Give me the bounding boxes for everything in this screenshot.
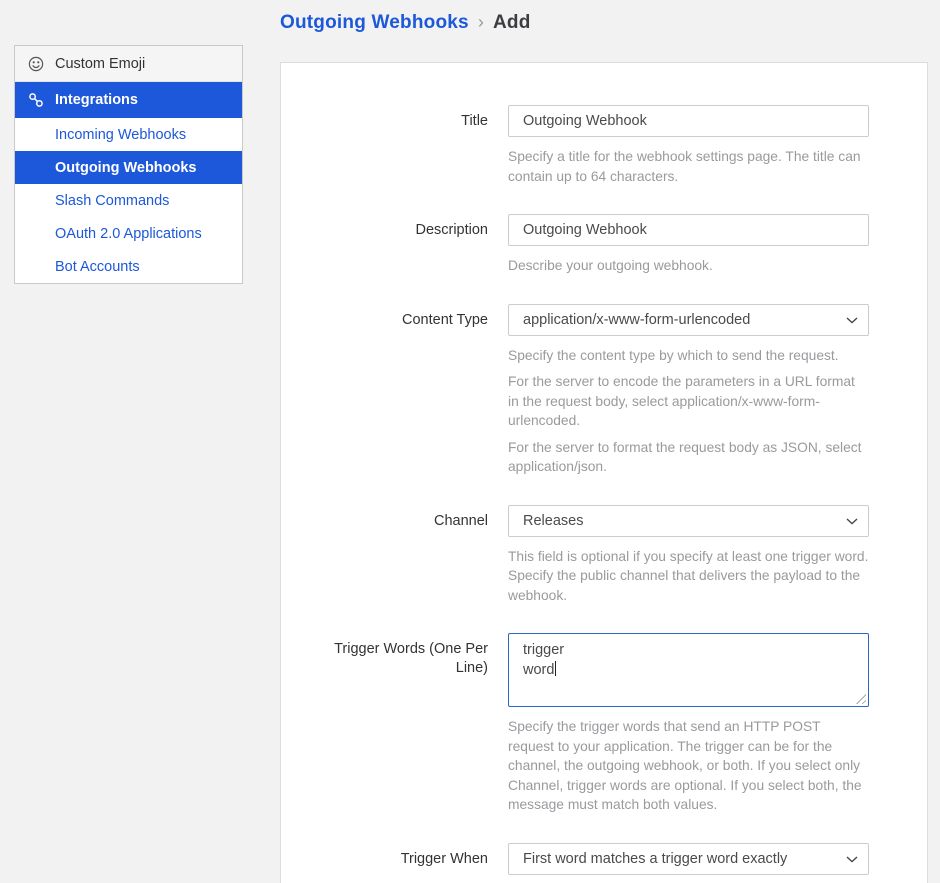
- sidebar-item-label: OAuth 2.0 Applications: [55, 225, 202, 242]
- chevron-down-icon: [846, 856, 858, 863]
- sidebar-item-label: Bot Accounts: [55, 258, 140, 275]
- help-paragraph: Describe your outgoing webhook.: [508, 258, 713, 273]
- sidebar-item-integrations[interactable]: [15, 82, 242, 118]
- trigger-when-selected-value: First word matches a trigger word exactly: [508, 843, 869, 875]
- sidebar-item-label: Integrations: [55, 92, 138, 108]
- textarea-line: trigger: [523, 642, 565, 658]
- sidebar-item-outgoing-webhooks[interactable]: [15, 151, 242, 184]
- breadcrumb-parent-link[interactable]: Outgoing Webhooks: [280, 12, 469, 33]
- smiley-icon: [28, 56, 44, 72]
- help-paragraph: This field is optional if you specify at least one trigger word. Specify the public channel that delivers the payload to the webhook.: [508, 548, 869, 603]
- link-icon: [28, 92, 44, 108]
- form-row-content-type: [301, 304, 867, 477]
- title-help-text: [508, 147, 869, 186]
- channel-help-text: [508, 547, 869, 606]
- trigger-when-select[interactable]: [508, 843, 869, 875]
- sidebar-item-oauth-2-0-applications[interactable]: [15, 217, 242, 250]
- form-row-description: [301, 214, 867, 276]
- trigger-words-help-text: [508, 717, 869, 815]
- title-label: Title: [461, 113, 488, 129]
- sidebar-item-label: Custom Emoji: [55, 55, 146, 72]
- trigger-words-control: [508, 633, 869, 815]
- title-control: [508, 105, 869, 186]
- help-paragraph: Specify a title for the webhook settings page. The title can contain up to 64 characters.: [508, 149, 861, 184]
- sidebar-item-custom-emoji[interactable]: [15, 46, 242, 82]
- description-control: [508, 214, 869, 276]
- sidebar-item-slash-commands[interactable]: [15, 184, 242, 217]
- channel-selected-value: Releases: [508, 505, 869, 537]
- resize-handle[interactable]: [856, 694, 866, 704]
- chevron-down-icon: [846, 317, 858, 324]
- form-row-channel: [301, 505, 867, 606]
- form-row-title: [301, 105, 867, 186]
- content-type-help-text: [508, 346, 869, 477]
- channel-label: Channel: [433, 512, 488, 529]
- sidebar-item-label: Incoming Webhooks: [55, 126, 187, 143]
- description-input[interactable]: [508, 214, 869, 246]
- content-type-control: [508, 304, 869, 477]
- sidebar-item-label: Slash Commands: [55, 192, 170, 209]
- breadcrumb: [280, 12, 531, 34]
- help-paragraph: For the server to encode the parameters in a URL format in the request body, select application/x-www-form-urlencoded.: [508, 374, 855, 428]
- content-type-label: Content Type: [402, 311, 488, 328]
- textarea-line: word: [523, 662, 555, 678]
- help-paragraph: For the server to format the request body as JSON, select application/json.: [508, 439, 862, 474]
- description-label: Description: [415, 222, 488, 238]
- form-row-trigger-words: [301, 633, 867, 815]
- trigger-when-control: [508, 843, 869, 875]
- trigger-words-textarea[interactable]: [508, 633, 869, 707]
- breadcrumb-separator-icon: ›: [477, 11, 485, 32]
- page-title: Add: [493, 12, 531, 33]
- settings-sidebar: [14, 45, 243, 284]
- content-type-select[interactable]: [508, 304, 869, 336]
- channel-control: [508, 505, 869, 606]
- content-type-selected-value: application/x-www-form-urlencoded: [508, 304, 869, 336]
- channel-select[interactable]: [508, 505, 869, 537]
- title-input[interactable]: [508, 105, 869, 137]
- chevron-down-icon: [846, 518, 858, 525]
- text-cursor: [555, 661, 556, 676]
- form-row-trigger-when: [301, 843, 867, 875]
- description-help-text: [508, 256, 869, 276]
- help-paragraph: Specify the trigger words that send an HTTP POST request to your application. The trigger can be for the channel, the outgoing webhook, or both. If you select only Channel, trigger words are optional. If you select both, the message must match both values.: [508, 719, 862, 812]
- webhook-add-form-panel: [280, 62, 928, 883]
- trigger-when-label: Trigger When: [400, 850, 488, 867]
- help-paragraph: Specify the content type by which to send the request.: [508, 347, 839, 363]
- sidebar-item-label: Outgoing Webhooks: [55, 159, 197, 176]
- sidebar-item-incoming-webhooks[interactable]: [15, 118, 242, 151]
- trigger-words-label: Trigger Words (One Per Line): [334, 641, 488, 676]
- sidebar-item-bot-accounts[interactable]: [15, 250, 242, 283]
